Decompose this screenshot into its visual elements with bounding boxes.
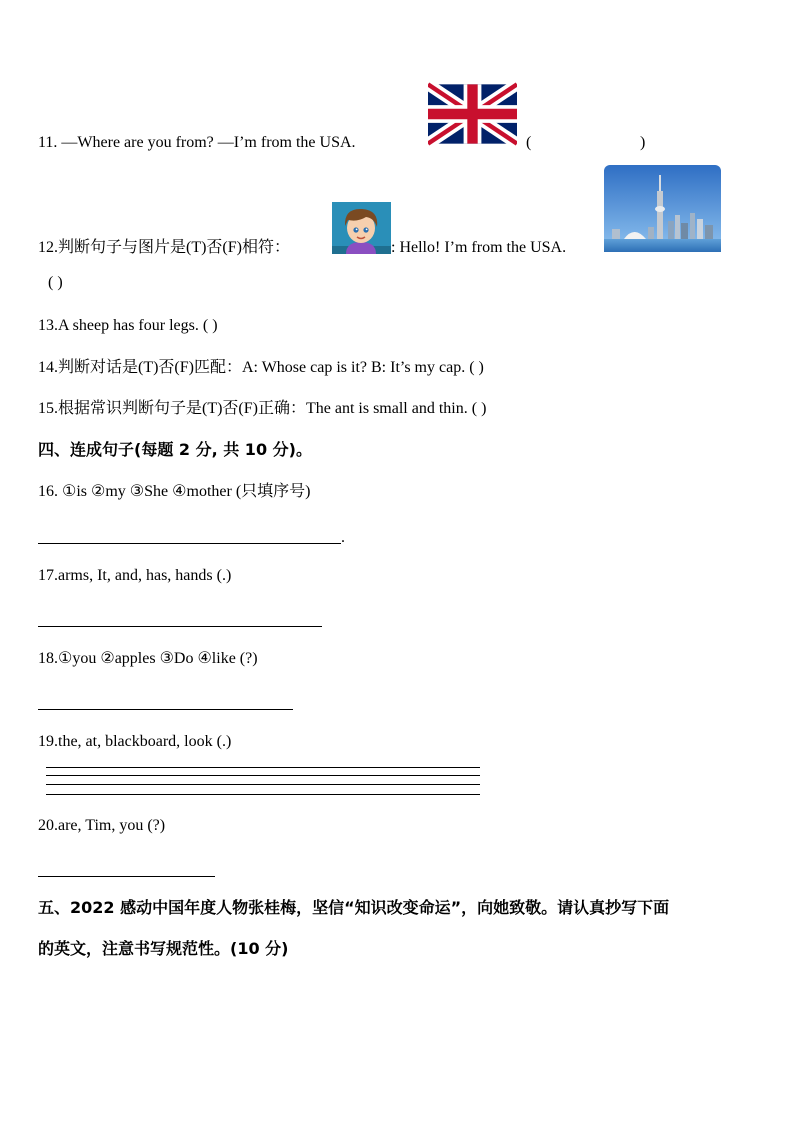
grid-line <box>46 767 480 768</box>
section-5-title-line-2: 的英文，注意书写规范性。(10 分) <box>38 939 289 958</box>
answer-line-17 <box>38 626 322 627</box>
grid-line <box>46 775 480 776</box>
answer-line-18 <box>38 709 293 710</box>
question-12-speech: : Hello! I’m from the USA. <box>391 239 567 256</box>
question-16-period: . <box>341 529 345 546</box>
section-4-title: 四、连成句子(每题 2 分, 共 10 分)。 <box>38 440 312 459</box>
question-17: 17.arms, It, and, has, hands (.) <box>38 567 232 584</box>
question-11-bracket-close: ) <box>640 134 646 151</box>
question-11-bracket-open: ( <box>526 134 532 151</box>
question-13: 13.A sheep has four legs. ( ) <box>38 317 218 334</box>
question-19: 19.the, at, blackboard, look (.) <box>38 733 232 750</box>
question-18: 18.①you ②apples ③Do ④like (?) <box>38 650 258 667</box>
section-5-title-line-1: 五、2022 感动中国年度人物张桂梅，坚信“知识改变命运”，向她致敬。请认真抄写下面 <box>38 898 670 917</box>
answer-line-20 <box>38 876 215 877</box>
question-16: 16. ①is ②my ③She ④mother (只填序号) <box>38 483 311 500</box>
question-12-bracket: ( ) <box>48 274 63 291</box>
question-11 <box>38 133 356 153</box>
question-11-text: 11. —Where are you from? —I’m from the USA. <box>38 134 356 151</box>
question-20: 20.are, Tim, you (?) <box>38 817 166 834</box>
question-15: 15.根据常识判断句子是(T)否(F)正确：The ant is small and thin. ( ) <box>38 400 487 417</box>
grid-line <box>46 794 480 795</box>
answer-line-16 <box>38 543 341 544</box>
question-14: 14.判断对话是(T)否(F)匹配：A: Whose cap is it? B: It’s my cap. ( ) <box>38 359 484 376</box>
grid-line <box>46 784 480 785</box>
boy-avatar-image <box>332 202 391 254</box>
city-skyline-image <box>604 165 721 252</box>
question-12-prefix: 12.判断句子与图片是(T)否(F)相符： <box>38 239 290 256</box>
uk-flag-image <box>428 82 517 146</box>
